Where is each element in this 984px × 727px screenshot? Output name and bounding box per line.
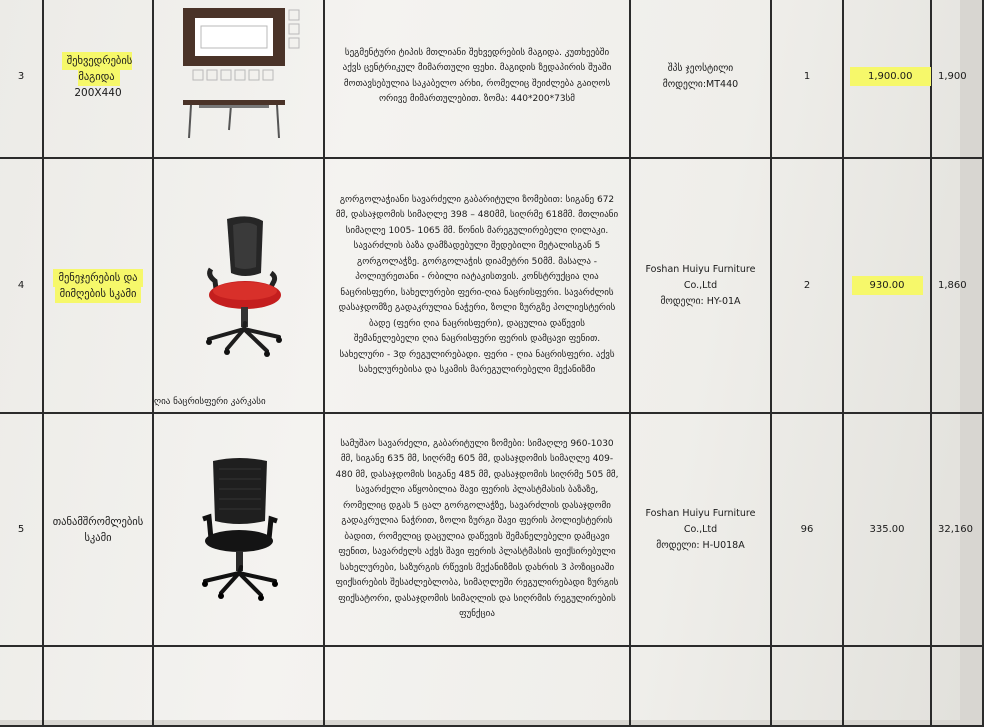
item-quantity: 1 [771, 0, 843, 158]
supplier-name: შპს ჯეოსტილი [667, 62, 734, 74]
item-name-line2: მიმღების სკამი [57, 287, 140, 301]
item-name-line2: სკამი [84, 531, 112, 544]
table-row [0, 413, 983, 646]
supplier-company: Co.,Ltd [683, 279, 718, 291]
item-name-line1: თანამშრომლების [52, 515, 144, 528]
row-index: 5 [0, 413, 43, 646]
meeting-table-image [169, 2, 309, 152]
item-description: გორგოლაჭიანი სავარძელი გაბარიტული ზომებით: სიგანე 672 მმ, დასაჯდომის სიმაღლე 398 – 480მმ, სიღრმე 618მმ. მთლიანი სიმაღლე 1005- 1065 მმ. წონის მარეგულირებელი ღილაკი. სავარძლის ბაზა დამზადებული შედებილი მეტალისგან 5 გორგოლაჭზე. გორგოლაჭის დიამეტრი 50მმ. მასალა - პოლიურეთანი - რბილი იატაკისთვის. კონსტრუქცია ღია ნაცრისფერი, სახელურები ფერი-ღია ნაცრისფერი. სავარძლის დასაჯდომზე გადაკრულია ნაჭერი, ზოლი ზურგზე პოლიესტერის ბადე (ფერი ღია ნაცრისფერი), დაცულია დაწევის შემანელებელი ღია ნაცრისფერი ფერის დამცავი ფენით. სახელური - 3დ რეგულირებადი. ფერი - ღია ნაცრისფერი. აქვს სახელურებისა და სკამის მარეგულირებელი მექანიზმი [324, 158, 630, 413]
item-image-cell [153, 0, 324, 158]
item-name-line1: შეხვედრების მაგიდა [64, 54, 133, 84]
item-price: 930.00 [852, 276, 923, 295]
supplier-model: მოდელი:MT440 [662, 78, 739, 90]
staff-chair-image [179, 455, 299, 605]
item-name [43, 0, 153, 158]
item-name-line2: 200X440 [74, 86, 122, 99]
table-row [0, 158, 983, 413]
supplier-name: Foshan Huiyu Furniture [645, 507, 756, 519]
item-description: სეგმენტური ტიპის მთლიანი შეხვედრების მაგიდა. კუთხეებში აქვს ცენტრიკულ მიმართული ფეხი. მაგიდის ზედაპირის შუაში მოთავსებულია საკაბელო არხი, რომელიც შეიძლება გაიღოს ორივე მიმართულებით. ზომა: 440*200*73სმ [324, 0, 630, 158]
item-name [43, 413, 153, 646]
supplier-name: Foshan Huiyu Furniture [645, 263, 756, 275]
item-supplier [630, 158, 771, 413]
supplier-model: მოდელი: H-U018A [656, 539, 745, 551]
item-image-cell [153, 158, 324, 413]
item-name-line1: მენეჯერების და [55, 271, 140, 285]
item-total: 32,160 [931, 413, 983, 646]
item-supplier [630, 0, 771, 158]
supplier-company: Co.,Ltd [683, 523, 718, 535]
item-supplier [630, 413, 771, 646]
table-row [0, 0, 983, 158]
item-quantity: 96 [771, 413, 843, 646]
item-image-cell [153, 413, 324, 646]
table-row [0, 646, 983, 726]
supplier-model: მოდელი: HY-01A [660, 295, 741, 307]
item-total: 1,900 [931, 0, 983, 158]
row-index: 3 [0, 0, 43, 158]
item-price: 335.00 [843, 413, 931, 646]
item-name [43, 158, 153, 413]
item-price: 1,900.00 [850, 67, 931, 86]
item-total: 1,860 [931, 158, 983, 413]
manager-chair-image [179, 211, 299, 361]
item-description: სამუშაო სავარძელი, გაბარიტული ზომები: სიმაღლე 960-1030 მმ, სიგანე 635 მმ, სიღრმე 605 მმ, დასაჯდომის სიმაღლე 409-480 მმ, დასაჯდომის სიგანე 485 მმ, დასაჯდომის სიღრმე 505 მმ, სავარძელი აწყობილია შავი ფერის პლასტმასის ბაზაზე, რომელიც დგას 5 ცალ გორგოლაჭზე, სავარძლის დასაჯდომი გადაკრულია ნაჭრით, ზოლი ზურგი შავი ფერის პოლიესტერის ბადით, რომელიც დაცულია დაწევის შემანელებელი დამცავი ფენით, სავარძელს აქვს შავი ფერის პლასტმასის ფიქსირებული სახელურები, საზურგის რწევის მექანიზმის დახრის 3 პოზიციაში ფიქსირების შესაძლებლობა, სიმაღლეში რეგულირებადი ზურგის ფიქსატორი, დასაჯდომის სიმაღლის და სიღრმის რეგულირების ფუნქცია [324, 413, 630, 646]
item-price-cell [843, 0, 931, 158]
item-quantity: 2 [771, 158, 843, 413]
image-caption: ღია ნაცრისფერი კარკასი [154, 397, 266, 407]
item-price-cell [843, 158, 931, 413]
row-index: 4 [0, 158, 43, 413]
